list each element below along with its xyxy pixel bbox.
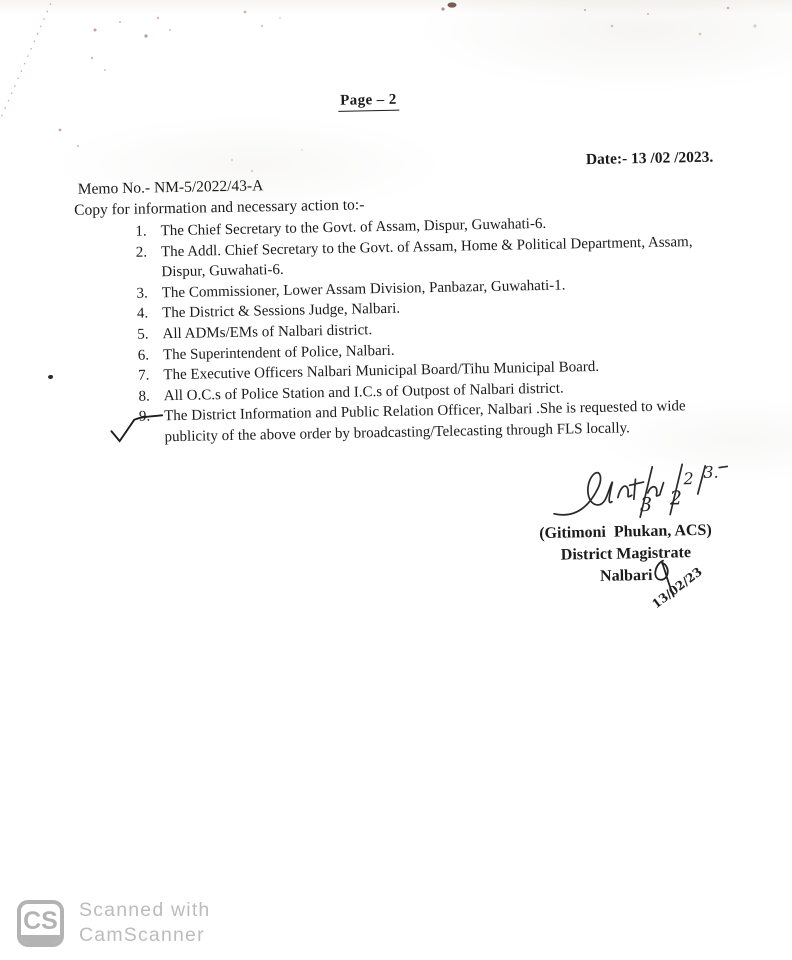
recipient-number: 5. <box>137 326 149 343</box>
svg-text:2: 2 <box>669 487 683 510</box>
recipient-number: 1. <box>135 223 147 240</box>
date-line: Date:- 13 /02 /2023. <box>585 148 714 169</box>
recipient-number: 8. <box>138 388 150 405</box>
recipient-number: 6. <box>137 347 150 364</box>
ink-dot-artifact <box>48 375 53 379</box>
signatory-designation: District Magistrate <box>560 544 692 564</box>
signatory-place-label: Nalbari <box>599 566 653 585</box>
watermark-line1: Scanned with <box>79 899 211 921</box>
recipient-gap <box>148 324 162 345</box>
recipient-text: The Addl. Chief Secretary to the Govt. of Assam, Home & Political Department, Assam, Dispur, Guwahati-6. <box>160 233 693 281</box>
handwritten-tick-icon <box>108 409 165 448</box>
recipient-number: 2. <box>135 244 148 261</box>
svg-text:13/02/23: 13/02/23 <box>649 564 705 612</box>
recipient-text: All ADMs/EMs of Nalbari district. <box>162 322 373 343</box>
watermark-line2: CamScanner <box>79 924 205 946</box>
recipient-text: The Superintendent of Police, Nalbari. <box>162 342 395 363</box>
recipient-list <box>110 209 792 449</box>
memo-document <box>50 85 761 658</box>
svg-text:3.: 3. <box>703 462 719 482</box>
recipient-number: 7. <box>137 367 150 384</box>
recipient-text: The Commissioner, Lower Assam Division, Panbazar, Guwahati-1. <box>161 277 566 302</box>
recipient-gap <box>148 283 162 304</box>
recipient-gap <box>150 386 164 407</box>
memo-number-line: Memo No.- NM-5/2022/43-A <box>77 177 264 198</box>
recipient-gap <box>148 304 162 325</box>
recipient-text: The District Information and Public Relation Officer, Nalbari .She is requested to wide publicity of the above order by broadcasting/Telecasting through FLS locally. <box>164 398 686 446</box>
camscanner-watermark <box>17 898 210 948</box>
recipient-number: 9. <box>138 408 151 426</box>
recipient-number: 3. <box>136 285 148 302</box>
signature-block <box>499 453 751 612</box>
camscanner-logo-bar <box>21 935 60 943</box>
recipient-gap <box>149 365 163 386</box>
page-number-heading: Page – 2 <box>338 92 399 112</box>
recipient-text: The Chief Secretary to the Govt. of Assam, Dispur, Guwahati-6. <box>160 215 547 240</box>
recipient-text: The Executive Officers Nalbari Municipal Board/Tihu Municipal Board. <box>163 359 600 384</box>
camscanner-watermark-text <box>79 898 210 948</box>
recipient-gap <box>149 345 163 366</box>
svg-text:3: 3 <box>639 493 653 517</box>
camscanner-logo-icon <box>17 900 64 947</box>
recipient-number: 4. <box>136 305 149 323</box>
copy-for-information-line: Copy for information and necessary action to:- <box>74 196 365 219</box>
recipient-gap <box>147 242 162 283</box>
recipient-gap <box>146 221 160 242</box>
signatory-name: (Gitimoni Phukan, ACS) <box>539 521 712 543</box>
handwritten-initial-and-date <box>649 555 742 619</box>
camscanner-logo-letters: CS <box>23 906 58 935</box>
signatory-place <box>501 563 751 612</box>
recipient-text: All O.C.s of Police Station and I.C.s of Outpost of Nalbari district. <box>163 380 564 404</box>
recipient-text: The District & Sessions Judge, Nalbari. <box>162 301 401 322</box>
svg-text:2: 2 <box>683 469 694 489</box>
handwritten-signature <box>551 453 752 521</box>
